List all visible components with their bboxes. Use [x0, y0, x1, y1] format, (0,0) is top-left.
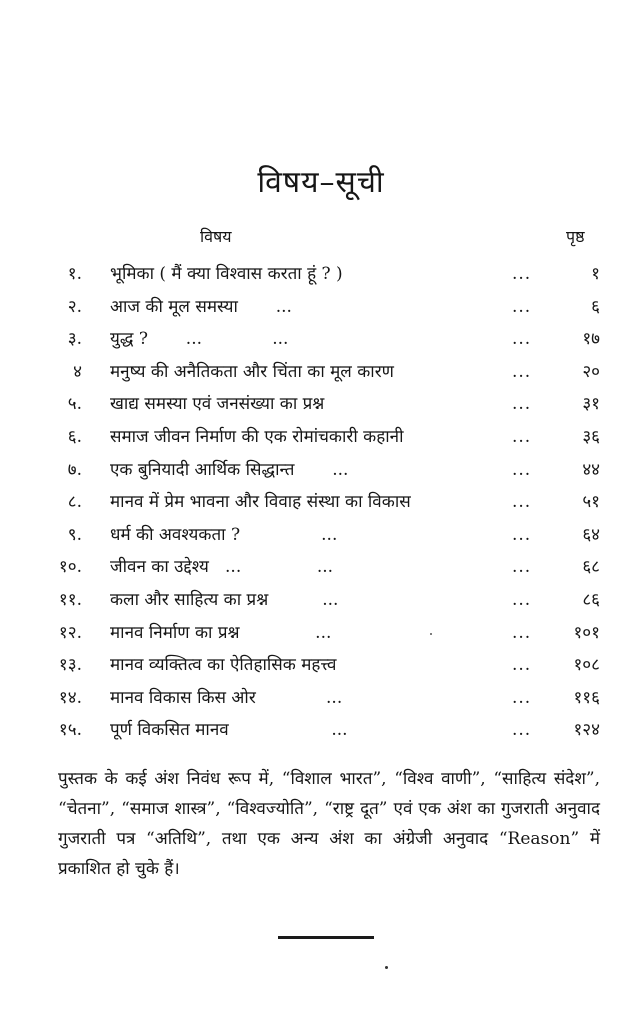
toc-entry — [0, 486, 642, 518]
toc-entry-title: मानव व्यक्तित्व का ऐतिहासिक महत्त्व — [110, 655, 337, 676]
toc-entry-title: युद्ध ? ... ... — [110, 329, 289, 350]
toc-entry-number: ४ — [73, 361, 82, 382]
toc-entry — [0, 356, 642, 388]
toc-entry-leader: ... — [512, 622, 532, 643]
toc-entry-number: ७. — [67, 459, 82, 480]
toc-entry-leader: ... — [512, 720, 532, 741]
contents-heading: विषय–सूची — [257, 165, 385, 200]
toc-entry — [0, 291, 642, 323]
toc-entry-title: एक बुनियादी आर्थिक सिद्धान्त ... — [110, 459, 349, 480]
toc-entry — [0, 323, 642, 355]
toc-entry-title: आज की मूल समस्या ... — [110, 296, 292, 317]
toc-entry-number: १३. — [58, 655, 82, 676]
toc-entry-leader: ... — [512, 296, 532, 317]
toc-entry-page: १७ — [582, 329, 600, 350]
toc-entry-title: मानव निर्माण का प्रश्न ... — [110, 622, 332, 643]
toc-entry-leader: ... — [512, 459, 532, 480]
toc-entry-page: ३१ — [582, 394, 600, 415]
toc-entry-title: खाद्य समस्या एवं जनसंख्या का प्रश्न — [110, 394, 325, 415]
subject-column-header: विषय — [200, 227, 232, 246]
page-speck — [385, 966, 388, 969]
toc-entry-number: १५. — [58, 720, 82, 741]
page-speck — [430, 633, 432, 635]
toc-entry — [0, 682, 642, 714]
toc-entry — [0, 519, 642, 551]
toc-entry-leader: ... — [512, 655, 532, 676]
toc-entry — [0, 649, 642, 681]
toc-entry — [0, 551, 642, 583]
toc-entry-leader: ... — [512, 361, 532, 382]
toc-entry-leader: ... — [512, 524, 532, 545]
toc-entry-page: ५१ — [582, 492, 600, 513]
toc-entry-title: पूर्ण विकसित मानव ... — [110, 720, 348, 741]
toc-entry-page: २० — [582, 361, 600, 382]
toc-entry-page: १०१ — [573, 622, 600, 643]
toc-entry-page: ६४ — [582, 524, 600, 545]
toc-entry-title: समाज जीवन निर्माण की एक रोमांचकारी कहानी — [110, 427, 404, 447]
toc-entry — [0, 388, 642, 420]
toc-entry-title: मनुष्य की अनैतिकता और चिंता का मूल कारण — [110, 361, 394, 382]
toc-entry-page: ६८ — [582, 557, 600, 578]
page-column-header: पृष्ठ — [566, 227, 585, 246]
toc-entry-leader: ... — [512, 264, 532, 284]
toc-entry-title: कला और साहित्य का प्रश्न ... — [110, 590, 339, 610]
toc-entry-number: ११. — [58, 590, 82, 610]
toc-entry-leader: ... — [512, 394, 532, 415]
toc-entry — [0, 714, 642, 746]
toc-entry-number: ९. — [67, 524, 82, 545]
toc-entry-page: ८६ — [582, 590, 600, 610]
toc-entry-title: जीवन का उद्देश्य ... ... — [110, 557, 334, 578]
toc-entry-number: १४. — [58, 687, 82, 708]
toc-entry-number: २. — [67, 296, 82, 317]
toc-entry-number: ३. — [67, 329, 82, 350]
end-rule — [278, 936, 374, 939]
toc-entry-number: ६. — [67, 427, 82, 447]
toc-entry-number: १. — [67, 264, 82, 284]
toc-entry-leader: ... — [512, 590, 532, 610]
toc-entry-leader: ... — [512, 329, 532, 350]
toc-entry-page: १०८ — [573, 655, 600, 676]
toc-entry-number: ५. — [67, 394, 82, 415]
toc-entry-leader: ... — [512, 557, 532, 578]
toc-entry — [0, 421, 642, 453]
toc-entry-number: १२. — [58, 622, 82, 643]
toc-entry-page: १ — [591, 264, 600, 284]
toc-entry-page: ३६ — [582, 427, 600, 447]
toc-entry — [0, 258, 642, 290]
toc-entry-page: ६ — [591, 296, 600, 317]
toc-entry-title: धर्म की अवश्यकता ? ... — [110, 524, 338, 545]
toc-entry — [0, 454, 642, 486]
toc-entry-page: ११६ — [573, 687, 600, 708]
toc-entry-number: १०. — [58, 557, 82, 578]
toc-entry-number: ८. — [67, 492, 82, 513]
toc-entry-leader: ... — [512, 427, 532, 447]
toc-entry-page: १२४ — [573, 720, 600, 741]
toc-entry-title: मानव विकास किस ओर ... — [110, 687, 343, 708]
toc-entry-title: भूमिका ( मैं क्या विश्वास करता हूं ? ) — [110, 264, 343, 284]
toc-entry — [0, 584, 642, 616]
toc-entry-leader: ... — [512, 492, 532, 513]
toc-entry-leader: ... — [512, 687, 532, 708]
toc-entry — [0, 617, 642, 649]
publication-note: पुस्तक के कई अंश निवंध रूप में, “विशाल भारत”, “विश्व वाणी”, “साहित्य संदेश”, “चेतना”, “समाज शास्त्र”, “विश्वज्योति”, “राष्ट्र दूत” एवं एक अंश का गुजराती अनुवाद गुजराती पत्र “अतिथि”, तथा एक अन्य अंश का अंग्रेजी अनुवाद “Reason” में प्रकाशित हो चुके हैं। — [58, 769, 600, 879]
toc-entry-title: मानव में प्रेम भावना और विवाह संस्था का विकास — [110, 492, 411, 513]
toc-entry-page: ४४ — [582, 459, 600, 480]
